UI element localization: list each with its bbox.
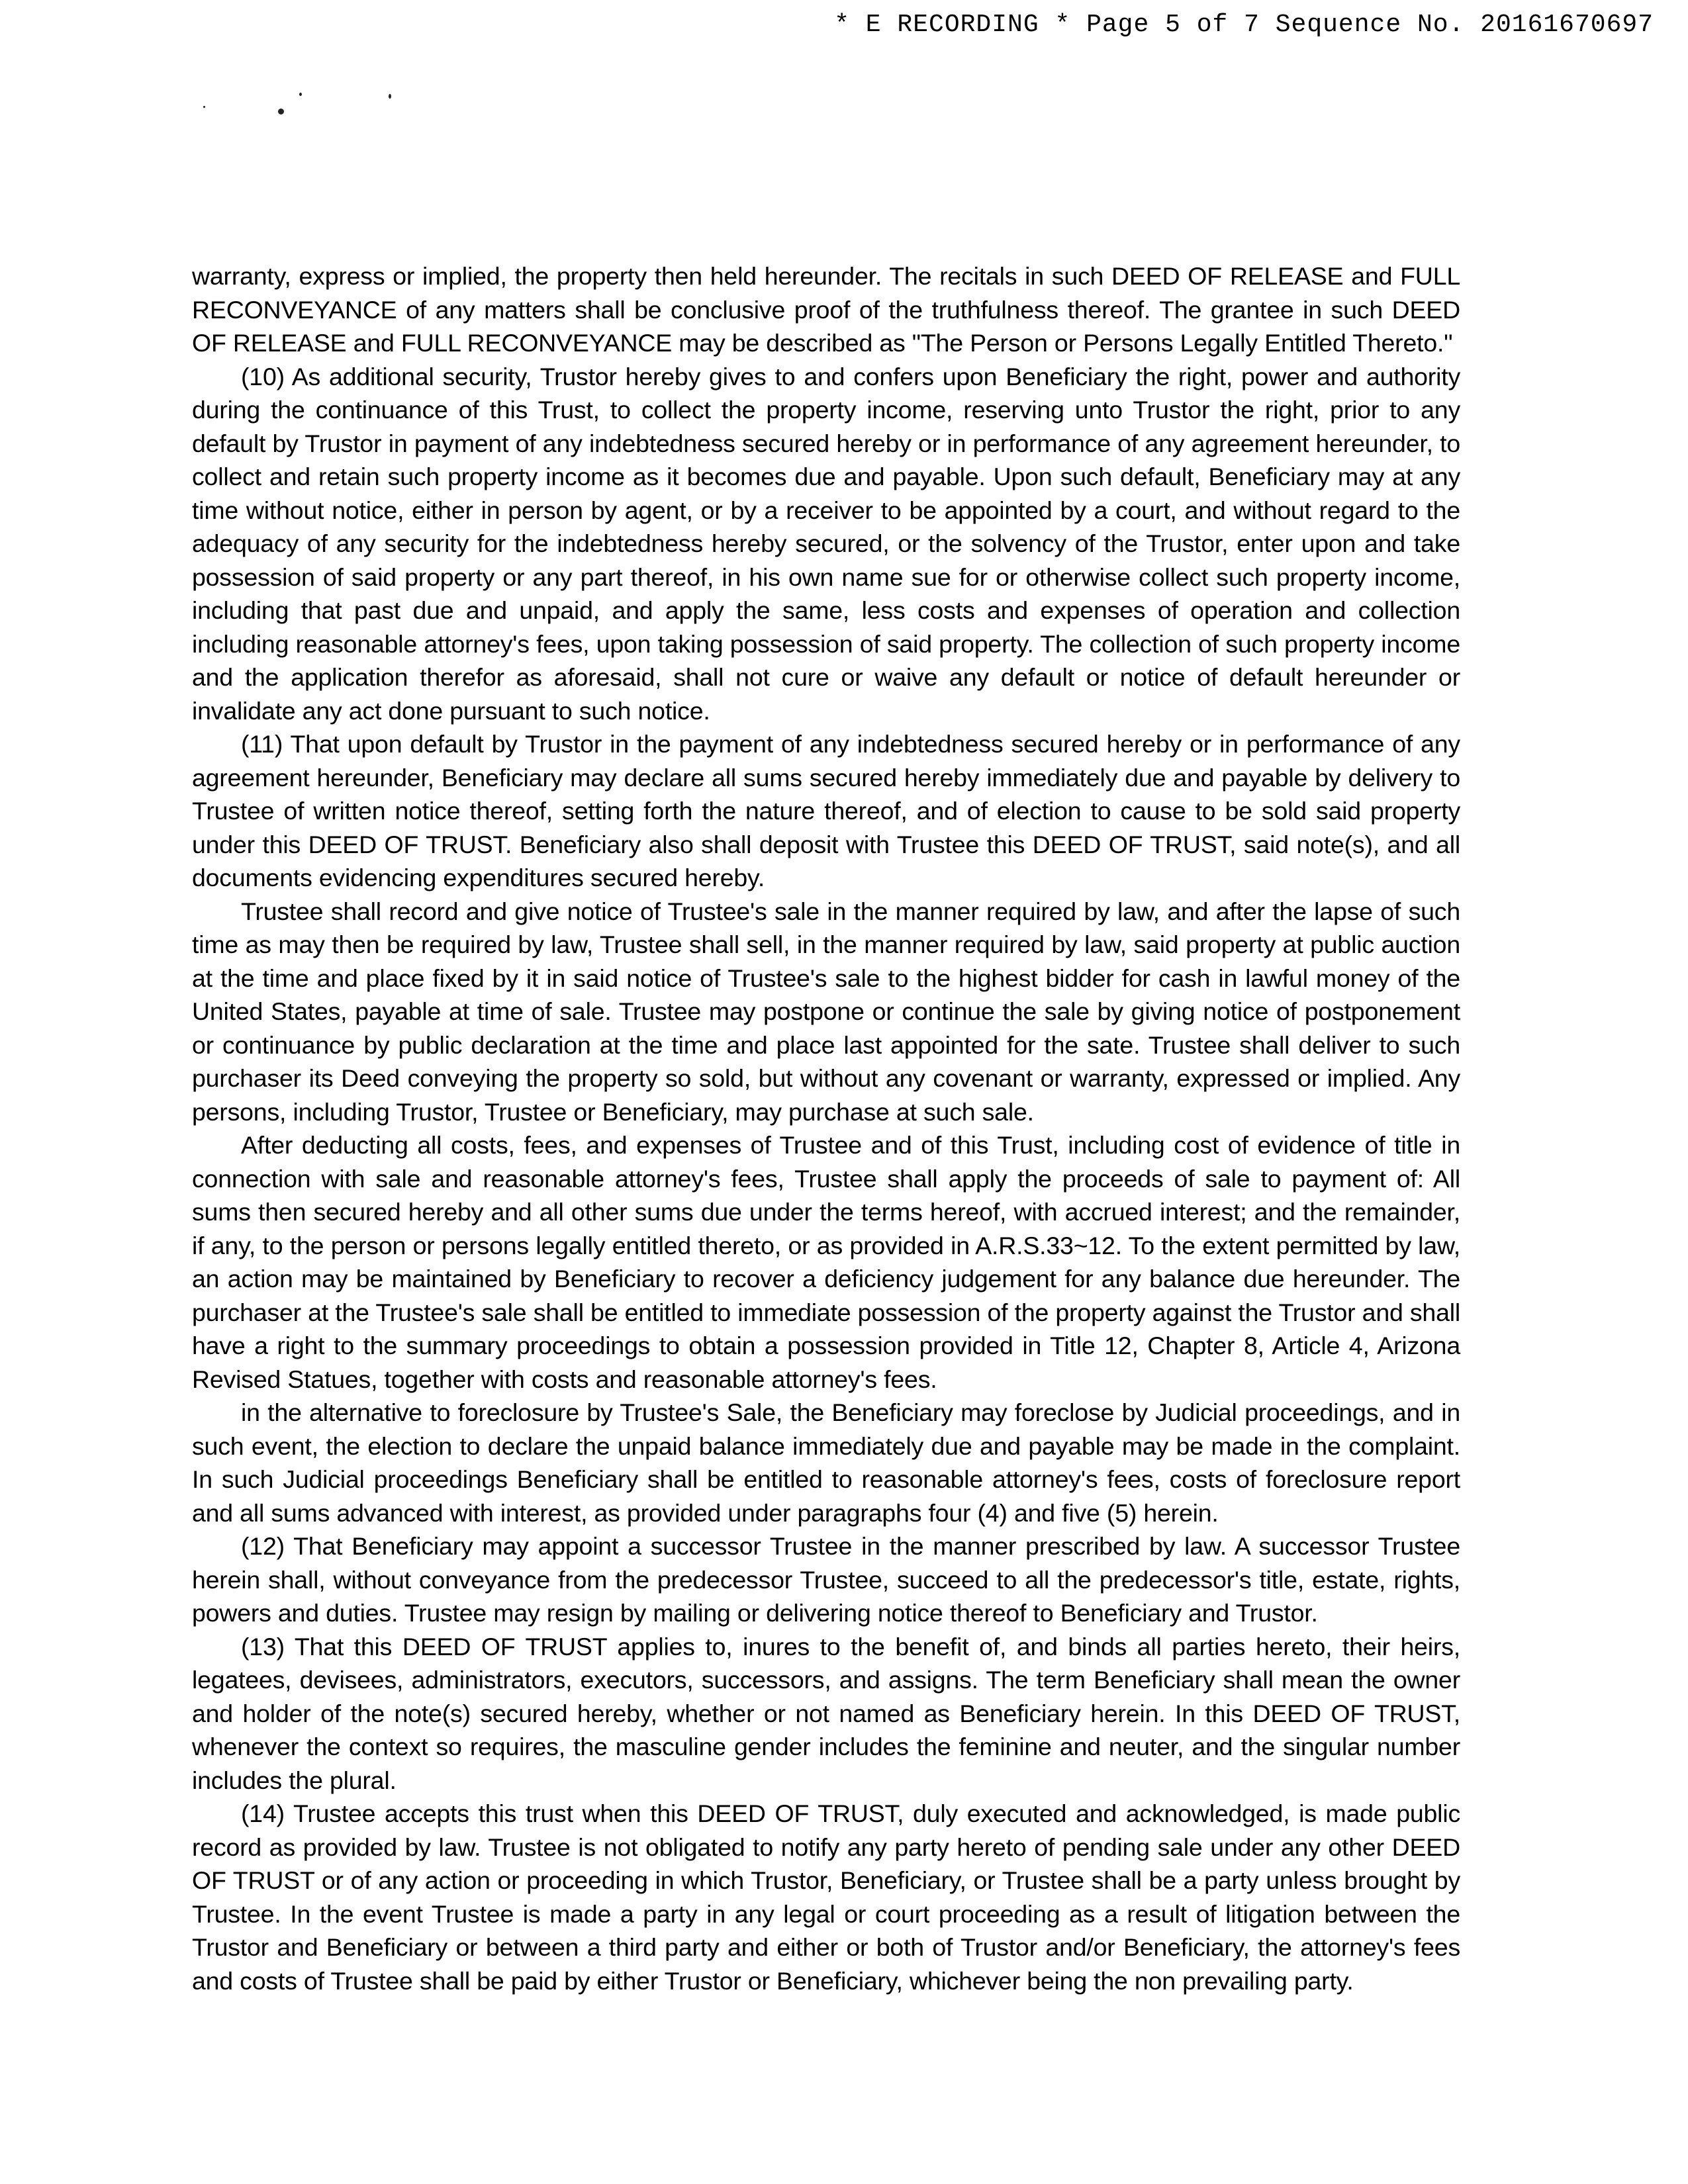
- paragraph-13: (13) That this DEED OF TRUST applies to, inures to the benefit of, and binds all parties hereto, their heirs, legatees, devisees, administrators, executors, successors, and assigns. The term Beneficiary shall mean the owner and holder of the note(s) secured hereby, whether or not named as Beneficiary herein. In this DEED OF TRUST, whenever the context so requires, the masculine gender includes the feminine and neuter, and the singular number includes the plural.: [192, 1632, 1460, 1794]
- document-body: [192, 259, 1460, 1997]
- paragraph-14: (14) Trustee accepts this trust when this DEED OF TRUST, duly executed and acknowledged, is made public record as provided by law. Trustee is not obligated to notify any party hereto of pending sale under any other DEED OF TRUST or of any action or proceeding in which Trustor, Beneficiary, or Trustee shall be a party unless brought by Trustee. In the event Trustee is made a party in any legal or court proceeding as a result of litigation between the Trustor and Beneficiary or between a third party and either or both of Trustor and/or Beneficiary, the attorney's fees and costs of Trustee shall be paid by either Trustor or Beneficiary, whichever being the non prevailing party.: [192, 1799, 1460, 1995]
- paragraph-10: (10) As additional security, Trustor hereby gives to and confers upon Beneficiary the right, power and authority during the continuance of this Trust, to collect the property income, reserving unto Trustor the right, prior to any default by Trustor in payment of any indebtedness secured hereby or in performance of any agreement hereunder, to collect and retain such property income as it becomes due and payable. Upon such default, Beneficiary may at any time without notice, either in person by agent, or by a receiver to be appointed by a court, and without regard to the adequacy of any security for the indebtedness hereby secured, or the solvency of the Trustor, enter upon and take possession of said property or any part thereof, in his own name sue for or otherwise collect such property income, including that past due and unpaid, and apply the same, less costs and expenses of operation and collection including reasonable attorney's fees, upon taking possession of said property. The collection of such property income and the application therefor as aforesaid, shall not cure or waive any default or notice of default hereunder or invalidate any act done pursuant to such notice.: [192, 362, 1460, 725]
- scan-speck: [278, 109, 284, 114]
- scan-speck: [299, 93, 302, 96]
- scan-speck: [389, 94, 391, 99]
- paragraph-continuation: warranty, express or implied, the property then held hereunder. The recitals in such DEED OF RELEASE and FULL RECONVEYANCE of any matters shall be conclusive proof of the truthfulness thereof. The grantee in such DEED OF RELEASE and FULL RECONVEYANCE may be described as "The Person or Persons Legally Entitled Thereto.": [192, 262, 1460, 357]
- paragraph-11: (11) That upon default by Trustor in the payment of any indebtedness secured hereby or in performance of any agreement hereunder, Beneficiary may declare all sums secured hereby immediately due and payable by delivery to Trustee of written notice thereof, setting forth the nature thereof, and of election to cause to be sold said property under this DEED OF TRUST. Beneficiary also shall deposit with Trustee this DEED OF TRUST, said note(s), and all documents evidencing expenditures secured hereby.: [192, 730, 1460, 891]
- recording-header: * E RECORDING * Page 5 of 7 Sequence No. 20161670697: [834, 11, 1654, 39]
- paragraph-trustee-sale: Trustee shall record and give notice of Trustee's sale in the manner required by law, and after the lapse of such time as may then be required by law, Trustee shall sell, in the manner required by law, said property at public auction at the time and place fixed by it in said notice of Trustee's sale to the highest bidder for cash in lawful money of the United States, payable at time of sale. Trustee may postpone or continue the sale by giving notice of postponement or continuance by public declaration at the time and place last appointed for the sate. Trustee shall deliver to such purchaser its Deed conveying the property so sold, but without any covenant or warranty, expressed or implied. Any persons, including Trustor, Trustee or Beneficiary, may purchase at such sale.: [192, 897, 1460, 1126]
- paragraph-judicial-foreclosure: in the alternative to foreclosure by Trustee's Sale, the Beneficiary may foreclose by Judicial proceedings, and in such event, the election to declare the unpaid balance immediately due and payable may be made in the complaint. In such Judicial proceedings Beneficiary shall be entitled to reasonable attorney's fees, costs of foreclosure report and all sums advanced with interest, as provided under paragraphs four (4) and five (5) herein.: [192, 1398, 1460, 1527]
- paragraph-proceeds: After deducting all costs, fees, and expenses of Trustee and of this Trust, including cost of evidence of title in connection with sale and reasonable attorney's fees, Trustee shall apply the proceeds of sale to payment of: All sums then secured hereby and all other sums due under the terms hereof, with accrued interest; and the remainder, if any, to the person or persons legally entitled thereto, or as provided in A.R.S.33~12. To the extent permitted by law, an action may be maintained by Beneficiary to recover a deficiency judgement for any balance due hereunder. The purchaser at the Trustee's sale shall be entitled to immediate possession of the property against the Trustor and shall have a right to the summary proceedings to obtain a possession provided in Title 12, Chapter 8, Article 4, Arizona Revised Statues, together with costs and reasonable attorney's fees.: [192, 1131, 1460, 1393]
- scan-speck: [203, 106, 205, 108]
- paragraph-12: (12) That Beneficiary may appoint a successor Trustee in the manner prescribed by law. A successor Trustee herein shall, without conveyance from the predecessor Trustee, succeed to all the predecessor's title, estate, rights, powers and duties. Trustee may resign by mailing or delivering notice thereof to Beneficiary and Trustor.: [192, 1532, 1460, 1627]
